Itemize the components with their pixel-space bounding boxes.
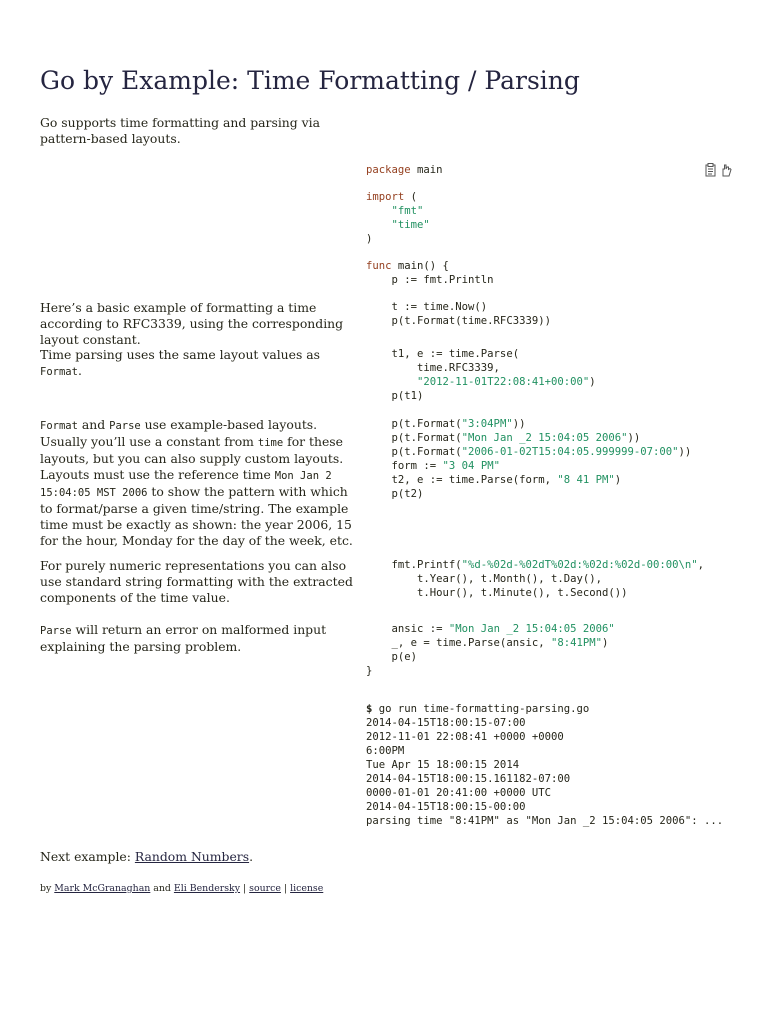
code-line: ) [614, 474, 622, 486]
code-string: "3 04 PM" [442, 460, 500, 472]
code-line: p(t2) [366, 488, 424, 500]
output-line: 2014-04-15T18:00:15.161182-07:00 [366, 773, 571, 785]
code-line: )) [678, 446, 692, 458]
func-sig: main() { [391, 260, 449, 272]
import-time: "time" [391, 219, 430, 231]
code-line: , [697, 559, 705, 571]
page-title: Go by Example: Time Formatting / Parsing [40, 66, 580, 95]
code-line: p(t.Format( [366, 418, 462, 430]
code-line: )) [627, 432, 641, 444]
layouts-t2: use example-based layouts. Usually you’ll use a constant from [40, 417, 318, 449]
layouts-code-parse: Parse [109, 420, 141, 432]
basic-format-text: Here’s a basic example of formatting a time according to RFC3339, using the corresponding layout constant. [40, 300, 344, 347]
code-string: "Mon Jan _2 15:04:05 2006" [448, 623, 615, 635]
next-label: Next example: [40, 849, 135, 864]
numeric-text: For purely numeric representations you can also use standard string formatting with the extracted components of the time value. [40, 558, 353, 605]
keyword-func: func [366, 260, 392, 272]
code-string: "2006-01-02T15:04:05.999999-07:00" [461, 446, 679, 458]
author-link-mark[interactable]: Mark McGranaghan [54, 883, 151, 894]
source-link[interactable]: source [249, 883, 281, 894]
code-func [366, 259, 494, 287]
code-close: } [366, 665, 373, 677]
layouts-t4: to show the pattern with which to format/parse a given time/string. The example time must be exactly as shown: the year 2006, 15 for the hour, Monday for the day of the week, etc. [40, 484, 353, 548]
output-line: 2014-04-15T18:00:15-07:00 [366, 717, 526, 729]
code-line: t.Year(), t.Month(), t.Day(), [366, 573, 602, 585]
import-fmt: "fmt" [391, 205, 424, 217]
code-string: "2012-11-01T22:08:41+00:00" [417, 376, 590, 388]
footer-and: and [150, 883, 174, 894]
output-block [366, 702, 723, 828]
error-text-body: will return an error on malformed input explaining the parsing problem. [40, 622, 327, 654]
parse-text-b: . [77, 363, 82, 378]
license-link[interactable]: license [290, 883, 324, 894]
footer [40, 883, 323, 894]
code-string: "8:41PM" [550, 637, 602, 649]
layouts-text [40, 417, 358, 549]
next-suffix: . [249, 849, 254, 864]
author-link-eli[interactable]: Eli Bendersky [173, 883, 241, 894]
parse-text [40, 347, 358, 380]
code-string: "8 41 PM" [557, 474, 615, 486]
import-close: ) [366, 233, 373, 245]
code-line: p(t1) [366, 390, 424, 402]
code-line: fmt.Printf( [366, 559, 462, 571]
code-line: t2, e := time.Parse(form, [366, 474, 558, 486]
package-name: main [410, 164, 443, 176]
output-line: parsing time "8:41PM" as "Mon Jan _2 15:04:05 2006": ... [366, 815, 724, 827]
keyword-package: package [366, 164, 411, 176]
output-line: 2014-04-15T18:00:15-00:00 [366, 801, 526, 813]
layouts-code-reference: Mon Jan 2 15:04:05 MST 2006 [40, 470, 332, 499]
output-line: Tue Apr 15 18:00:15 2014 [366, 759, 520, 771]
parse-code: Format [40, 366, 78, 378]
output-line: 6:00PM [366, 745, 405, 757]
code-line: p(t.Format( [366, 432, 462, 444]
next-example [40, 849, 253, 864]
error-code: Parse [40, 625, 72, 637]
shell-prompt: $ [366, 703, 373, 715]
layouts-t1: and [77, 417, 110, 432]
code-line: ) [602, 637, 609, 649]
intro-text: Go supports time formatting and parsing via pattern-based layouts. [40, 115, 320, 146]
code-line: )) [512, 418, 526, 430]
output-line: 2012-11-01 22:08:41 +0000 +0000 [366, 731, 564, 743]
code-line: t1, e := time.Parse( [366, 348, 520, 360]
code-line: ansic := [366, 623, 449, 635]
copy-icon[interactable] [705, 163, 717, 177]
import-open: ( [404, 191, 418, 203]
code-string: "3:04PM" [461, 418, 513, 430]
code-line: form := [366, 460, 443, 472]
next-example-link[interactable]: Random Numbers [134, 849, 250, 864]
keyword-import: import [366, 191, 405, 203]
code-toolbar [705, 163, 732, 177]
code-line: _, e = time.Parse(ansic, [366, 637, 551, 649]
code-block-format [366, 300, 551, 328]
code-p-line: p := fmt.Println [366, 274, 494, 286]
layouts-t3: for these layouts, but you can also supply custom layouts. Layouts must use the reference time [40, 434, 344, 482]
footer-sep: | [240, 883, 250, 894]
code-string: "Mon Jan _2 15:04:05 2006" [461, 432, 628, 444]
code-line: p(t.Format(time.RFC3339)) [366, 315, 551, 327]
parse-text-a: Time parsing uses the same layout values as [40, 347, 321, 362]
code-line: t.Hour(), t.Minute(), t.Second()) [366, 587, 628, 599]
code-block-layouts [366, 417, 691, 501]
footer-by: by [40, 883, 55, 894]
run-icon[interactable] [720, 163, 732, 177]
output-line: 0000-01-01 20:41:00 +0000 UTC [366, 787, 551, 799]
code-block-parse: t1, e := time.Parse( time.RFC3339, "2012-11-01T22:08:41+00:00") p(t1) [366, 348, 596, 402]
error-text [40, 622, 358, 655]
code-line: p(t.Format( [366, 446, 462, 458]
layouts-code-format: Format [40, 420, 78, 432]
code-block-printf [366, 558, 704, 600]
code-package [366, 163, 443, 177]
code-line: time.RFC3339, [366, 362, 500, 374]
shell-command: go run time-formatting-parsing.go [372, 703, 590, 715]
layouts-code-time: time [257, 437, 284, 449]
footer-sep: | [280, 883, 291, 894]
code-import [366, 190, 430, 246]
code-line: t := time.Now() [366, 301, 488, 313]
code-string: "%d-%02d-%02dT%02d:%02d:%02d-00:00\n" [461, 559, 698, 571]
code-block-error [366, 622, 615, 678]
code-line: p(e) [366, 651, 418, 663]
